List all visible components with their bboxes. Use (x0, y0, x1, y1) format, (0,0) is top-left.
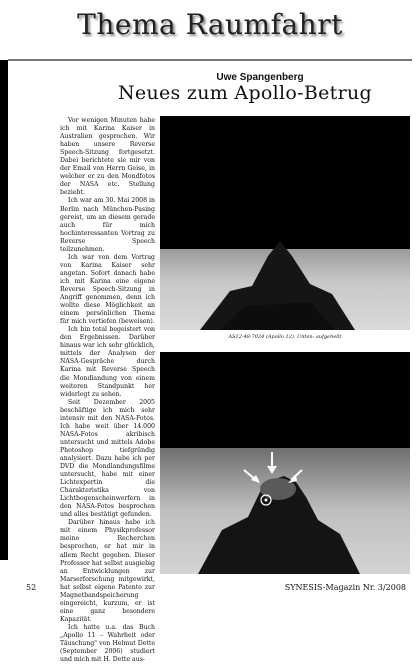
paragraph: Ich war von dem Vortrag von Karina Kaiser sehr angetan. Sofort danach habe ich mit Karina eine eigene Reverse Speech-Sitzung in Angriff genommen, denn ich wollte diese Möglichkeit an einem persönlichen Thema für mich vertiefen (beweisen). (60, 253, 155, 326)
page-number: 52 (26, 583, 37, 592)
article-title: Neues zum Apollo-Betrug (117, 82, 372, 104)
article-author: Uwe Spangenberg (216, 72, 304, 83)
paragraph: Ich hatte u.a. das Buch „Apollo 11 – Wahrheit oder Täuschung" von Helmut Dette (September 2006) studiert und mich mit H. Dette aus- (60, 623, 155, 664)
paragraph: Seit Dezember 2005 beschäftige ich mich sehr intensiv mit den NASA-Fotos. Ich habe weit über 14.000 NASA-Fotos akribisch untersucht und mittels Adobe Photoshop tiefgründig analysiert. Dazu habe ich per DVD die Mondlandungsfilme untersucht, habe mit einer Lichtexpertin die Charakteristika von Lichtbogenscheinwerfern in den NASA-Fotos besprochen und alles bestätigt gefunden. (60, 398, 155, 519)
paragraph: Ich war am 30. Mai 2008 in Berlin nach München-Pasing gereist, um an diesem gerade auch für mich hochinteressanten Vortrag zu Reverse Speech teilzunehmen. (60, 197, 155, 253)
header-divider (8, 59, 412, 61)
article-text-column (60, 117, 155, 664)
module-shadow-graphic (160, 352, 410, 574)
left-margin-bar (0, 60, 8, 560)
photo-caption: AS12-48-7024 (Apollo 12). Unten: aufgehellt (228, 334, 342, 340)
paragraph: Vor wenigen Minuten habe ich mit Karina Kaiser in Australien gesprochen. Wir haben unsere Reverse Speech-Sitzung fortgesetzt. Dabei berichtete sie mir von der Email von Herrn Geise, in welcher er zu den Mondfotos der NASA etc. Stellung bezieht. (60, 117, 155, 197)
module-shadow-graphic (160, 116, 410, 330)
magazine-issue: SYNESIS-Magazin Nr. 3/2008 (284, 583, 406, 592)
lunar-photo-brightened (160, 352, 410, 574)
paragraph: Ich bin total begeistert von den Ergebnissen. Darüber hinaus war ich sehr glücklich, mittels der Analysen der NASA-Gespräche durch Karina mit Reverse Speech die Mondlandung von einem weiteren Standpunkt her widerlegt zu sehen. (60, 326, 155, 398)
paragraph: Darüber hinaus habe ich mit einem Physikprofessor meine Recherchen besprochen, er hat mir in allem Recht gegeben. Dieser Professor hat selbst ausgiebig an Entwicklungen zur Marserforschung mitgewirkt, hat selbst eigene Patente zur Magnetbandspeicherung eingereicht, kurzum, er ist eine ganz besondere Kapazität. (60, 519, 155, 623)
section-title: Thema Raumfahrt (77, 8, 343, 41)
lunar-photo-original (160, 116, 410, 330)
header-band (0, 0, 420, 56)
